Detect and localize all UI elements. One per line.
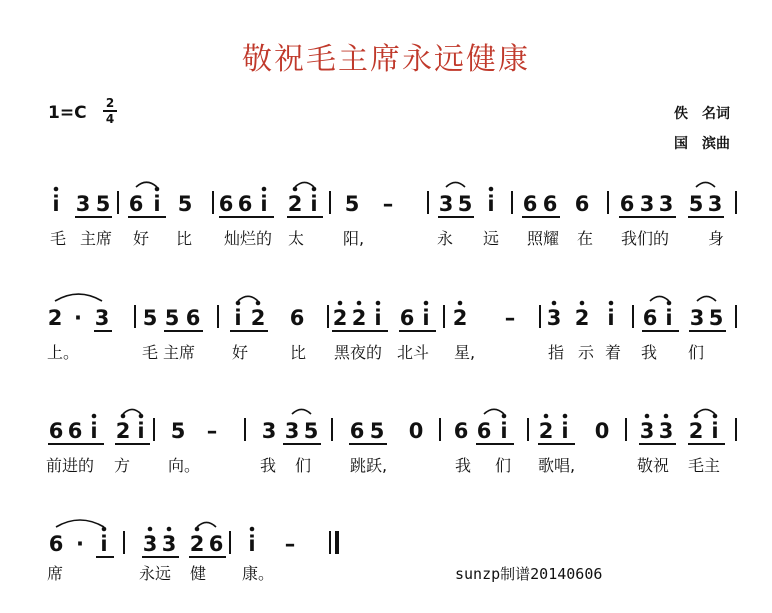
note: 3: [261, 419, 277, 443]
note: 3: [94, 306, 110, 330]
octave-dot: [563, 414, 568, 419]
octave-dot: [458, 301, 463, 306]
tie-arc: [650, 296, 669, 301]
tie-arc: [197, 522, 216, 527]
lyric-word: 方: [114, 456, 131, 475]
lyric-word: 指: [548, 343, 565, 362]
lyric-word: 我: [641, 343, 658, 362]
note: 6: [185, 306, 201, 330]
note: 3: [75, 192, 91, 216]
octave-dot: [664, 414, 669, 419]
note: 3: [658, 192, 674, 216]
lyric-word: 灿烂的: [224, 229, 273, 248]
note: i: [260, 192, 268, 216]
note: 5: [344, 192, 360, 216]
lyric-word: 太: [288, 229, 305, 248]
octave-dot: [293, 187, 298, 192]
note: 3: [142, 532, 158, 556]
note: i: [607, 306, 615, 330]
tie-arc: [136, 182, 157, 187]
lyric-word: 主席: [163, 343, 196, 362]
tie-arc: [55, 294, 102, 301]
note: 6: [399, 306, 415, 330]
lyric-word: 健: [190, 564, 207, 583]
note: 3: [438, 192, 454, 216]
note: 5: [164, 306, 180, 330]
composer-credit: 国 滨曲: [674, 136, 730, 152]
lyric-word: 永: [437, 229, 454, 248]
note: 6: [48, 532, 64, 556]
lyric-word: 毛主: [688, 456, 721, 475]
lyric-word: 示: [578, 343, 595, 362]
lyric-word: 照耀: [527, 229, 560, 248]
lyric-word: 我: [260, 456, 277, 475]
octave-dot: [609, 301, 614, 306]
lyric-word: 席: [47, 564, 64, 583]
octave-dot: [167, 527, 172, 532]
octave-dot: [694, 414, 699, 419]
note: –: [504, 306, 516, 330]
octave-dot: [54, 187, 59, 192]
octave-dot: [102, 527, 107, 532]
note: 2: [574, 306, 590, 330]
note: i: [500, 419, 508, 443]
note: 5: [170, 419, 186, 443]
tie-arc: [56, 520, 104, 527]
note: 5: [688, 192, 704, 216]
octave-dot: [236, 301, 241, 306]
lyric-word: 们: [495, 456, 512, 475]
lyric-word: 向。: [168, 456, 201, 475]
song-title: 敬祝毛主席永远健康: [242, 42, 530, 77]
note: i: [487, 192, 495, 216]
tie-arc: [238, 296, 258, 301]
lyric-word: 毛: [50, 229, 67, 248]
tie-arc: [696, 409, 715, 414]
note: 6: [237, 192, 253, 216]
note: 3: [546, 306, 562, 330]
note: i: [90, 419, 98, 443]
octave-dot: [256, 301, 261, 306]
note: 3: [161, 532, 177, 556]
note: 6: [48, 419, 64, 443]
note: 5: [303, 419, 319, 443]
note: 3: [284, 419, 300, 443]
lyric-word: 比: [290, 343, 307, 362]
lyric-word: 毛: [142, 343, 159, 362]
lyric-word: 着: [605, 343, 622, 362]
note: 6: [642, 306, 658, 330]
note: –: [206, 419, 218, 443]
lyricist-credit: 佚 名词: [674, 106, 730, 122]
octave-dot: [424, 301, 429, 306]
note: 5: [708, 306, 724, 330]
note: 2: [452, 306, 468, 330]
tie-arc: [696, 182, 715, 187]
note: 5: [177, 192, 193, 216]
lyric-word: 好: [133, 229, 150, 248]
lyric-word: 前进的: [46, 456, 95, 475]
note: 0: [408, 419, 424, 443]
note: 6: [542, 192, 558, 216]
octave-dot: [489, 187, 494, 192]
lyric-word: 歌唱,: [538, 456, 576, 475]
octave-dot: [92, 414, 97, 419]
octave-dot: [544, 414, 549, 419]
tie-arc: [292, 409, 311, 414]
note: 2: [287, 192, 303, 216]
lyric-word: 跳跃,: [350, 456, 388, 475]
lyric-word: 远: [483, 229, 500, 248]
octave-dot: [376, 301, 381, 306]
note: 2: [250, 306, 266, 330]
note: 6: [476, 419, 492, 443]
note: i: [374, 306, 382, 330]
note: i: [137, 419, 145, 443]
tie-arc: [295, 182, 314, 187]
note: 6: [289, 306, 305, 330]
note: i: [665, 306, 673, 330]
octave-dot: [148, 527, 153, 532]
key-label: 1=C: [48, 103, 87, 123]
note: 2: [538, 419, 554, 443]
transcriber-signature: sunzp制谱20140606: [455, 565, 603, 583]
note: 3: [639, 419, 655, 443]
octave-dot: [121, 414, 126, 419]
tie-arc: [446, 182, 465, 187]
octave-dot: [580, 301, 585, 306]
lyric-word: 我: [455, 456, 472, 475]
note: 3: [658, 419, 674, 443]
octave-dot: [713, 414, 718, 419]
lyric-word: 阳,: [343, 229, 365, 248]
note: 3: [707, 192, 723, 216]
note: i: [422, 306, 430, 330]
note: 2: [47, 306, 63, 330]
lyric-word: 上。: [47, 343, 80, 362]
tie-arc: [484, 409, 504, 414]
lyric-word: 北斗: [397, 343, 430, 362]
octave-dot: [552, 301, 557, 306]
lyric-word: 敬祝: [637, 456, 670, 475]
lyric-word: 黑夜的: [334, 343, 383, 362]
note: 0: [594, 419, 610, 443]
note: 6: [522, 192, 538, 216]
note: ·: [76, 532, 84, 556]
octave-dot: [357, 301, 362, 306]
note: 2: [688, 419, 704, 443]
note: 6: [67, 419, 83, 443]
tie-arc: [123, 410, 141, 415]
lyric-word: 在: [577, 229, 594, 248]
octave-dot: [250, 527, 255, 532]
lyric-word: 比: [176, 229, 193, 248]
tie-arc: [697, 296, 716, 301]
octave-dot: [139, 414, 144, 419]
note: 6: [349, 419, 365, 443]
note: i: [234, 306, 242, 330]
note: ·: [74, 306, 82, 330]
lyric-word: 身: [708, 229, 725, 248]
note: 2: [351, 306, 367, 330]
note: 6: [619, 192, 635, 216]
lyric-word: 们: [688, 343, 705, 362]
note: i: [153, 192, 161, 216]
lyric-word: 好: [232, 343, 249, 362]
octave-dot: [667, 301, 672, 306]
note: 6: [218, 192, 234, 216]
octave-dot: [262, 187, 267, 192]
octave-dot: [155, 187, 160, 192]
note: 5: [457, 192, 473, 216]
lyric-word: 星,: [454, 343, 476, 362]
note: 5: [142, 306, 158, 330]
note: 6: [453, 419, 469, 443]
lyric-word: 我们的: [621, 229, 670, 248]
note: –: [382, 192, 394, 216]
note: 2: [115, 419, 131, 443]
note: 3: [689, 306, 705, 330]
time-beats: 2: [105, 96, 115, 110]
note: 5: [369, 419, 385, 443]
note: 2: [189, 532, 205, 556]
octave-dot: [338, 301, 343, 306]
octave-dot: [645, 414, 650, 419]
note: 6: [128, 192, 144, 216]
note: 3: [639, 192, 655, 216]
note: 5: [95, 192, 111, 216]
note: i: [100, 532, 108, 556]
note: 6: [208, 532, 224, 556]
lyric-word: 主席: [80, 229, 113, 248]
note: –: [284, 532, 296, 556]
lyric-word: 永远: [139, 564, 172, 583]
lyric-word: 康。: [242, 564, 275, 583]
note: 6: [574, 192, 590, 216]
final-barline-thick: [335, 531, 339, 554]
note: i: [248, 532, 256, 556]
note: i: [52, 192, 60, 216]
lyric-word: 们: [295, 456, 312, 475]
note: 2: [332, 306, 348, 330]
octave-dot: [195, 527, 200, 532]
time-unit: 4: [105, 111, 115, 126]
octave-dot: [312, 187, 317, 192]
note: i: [310, 192, 318, 216]
note: i: [561, 419, 569, 443]
octave-dot: [502, 414, 507, 419]
note: i: [711, 419, 719, 443]
